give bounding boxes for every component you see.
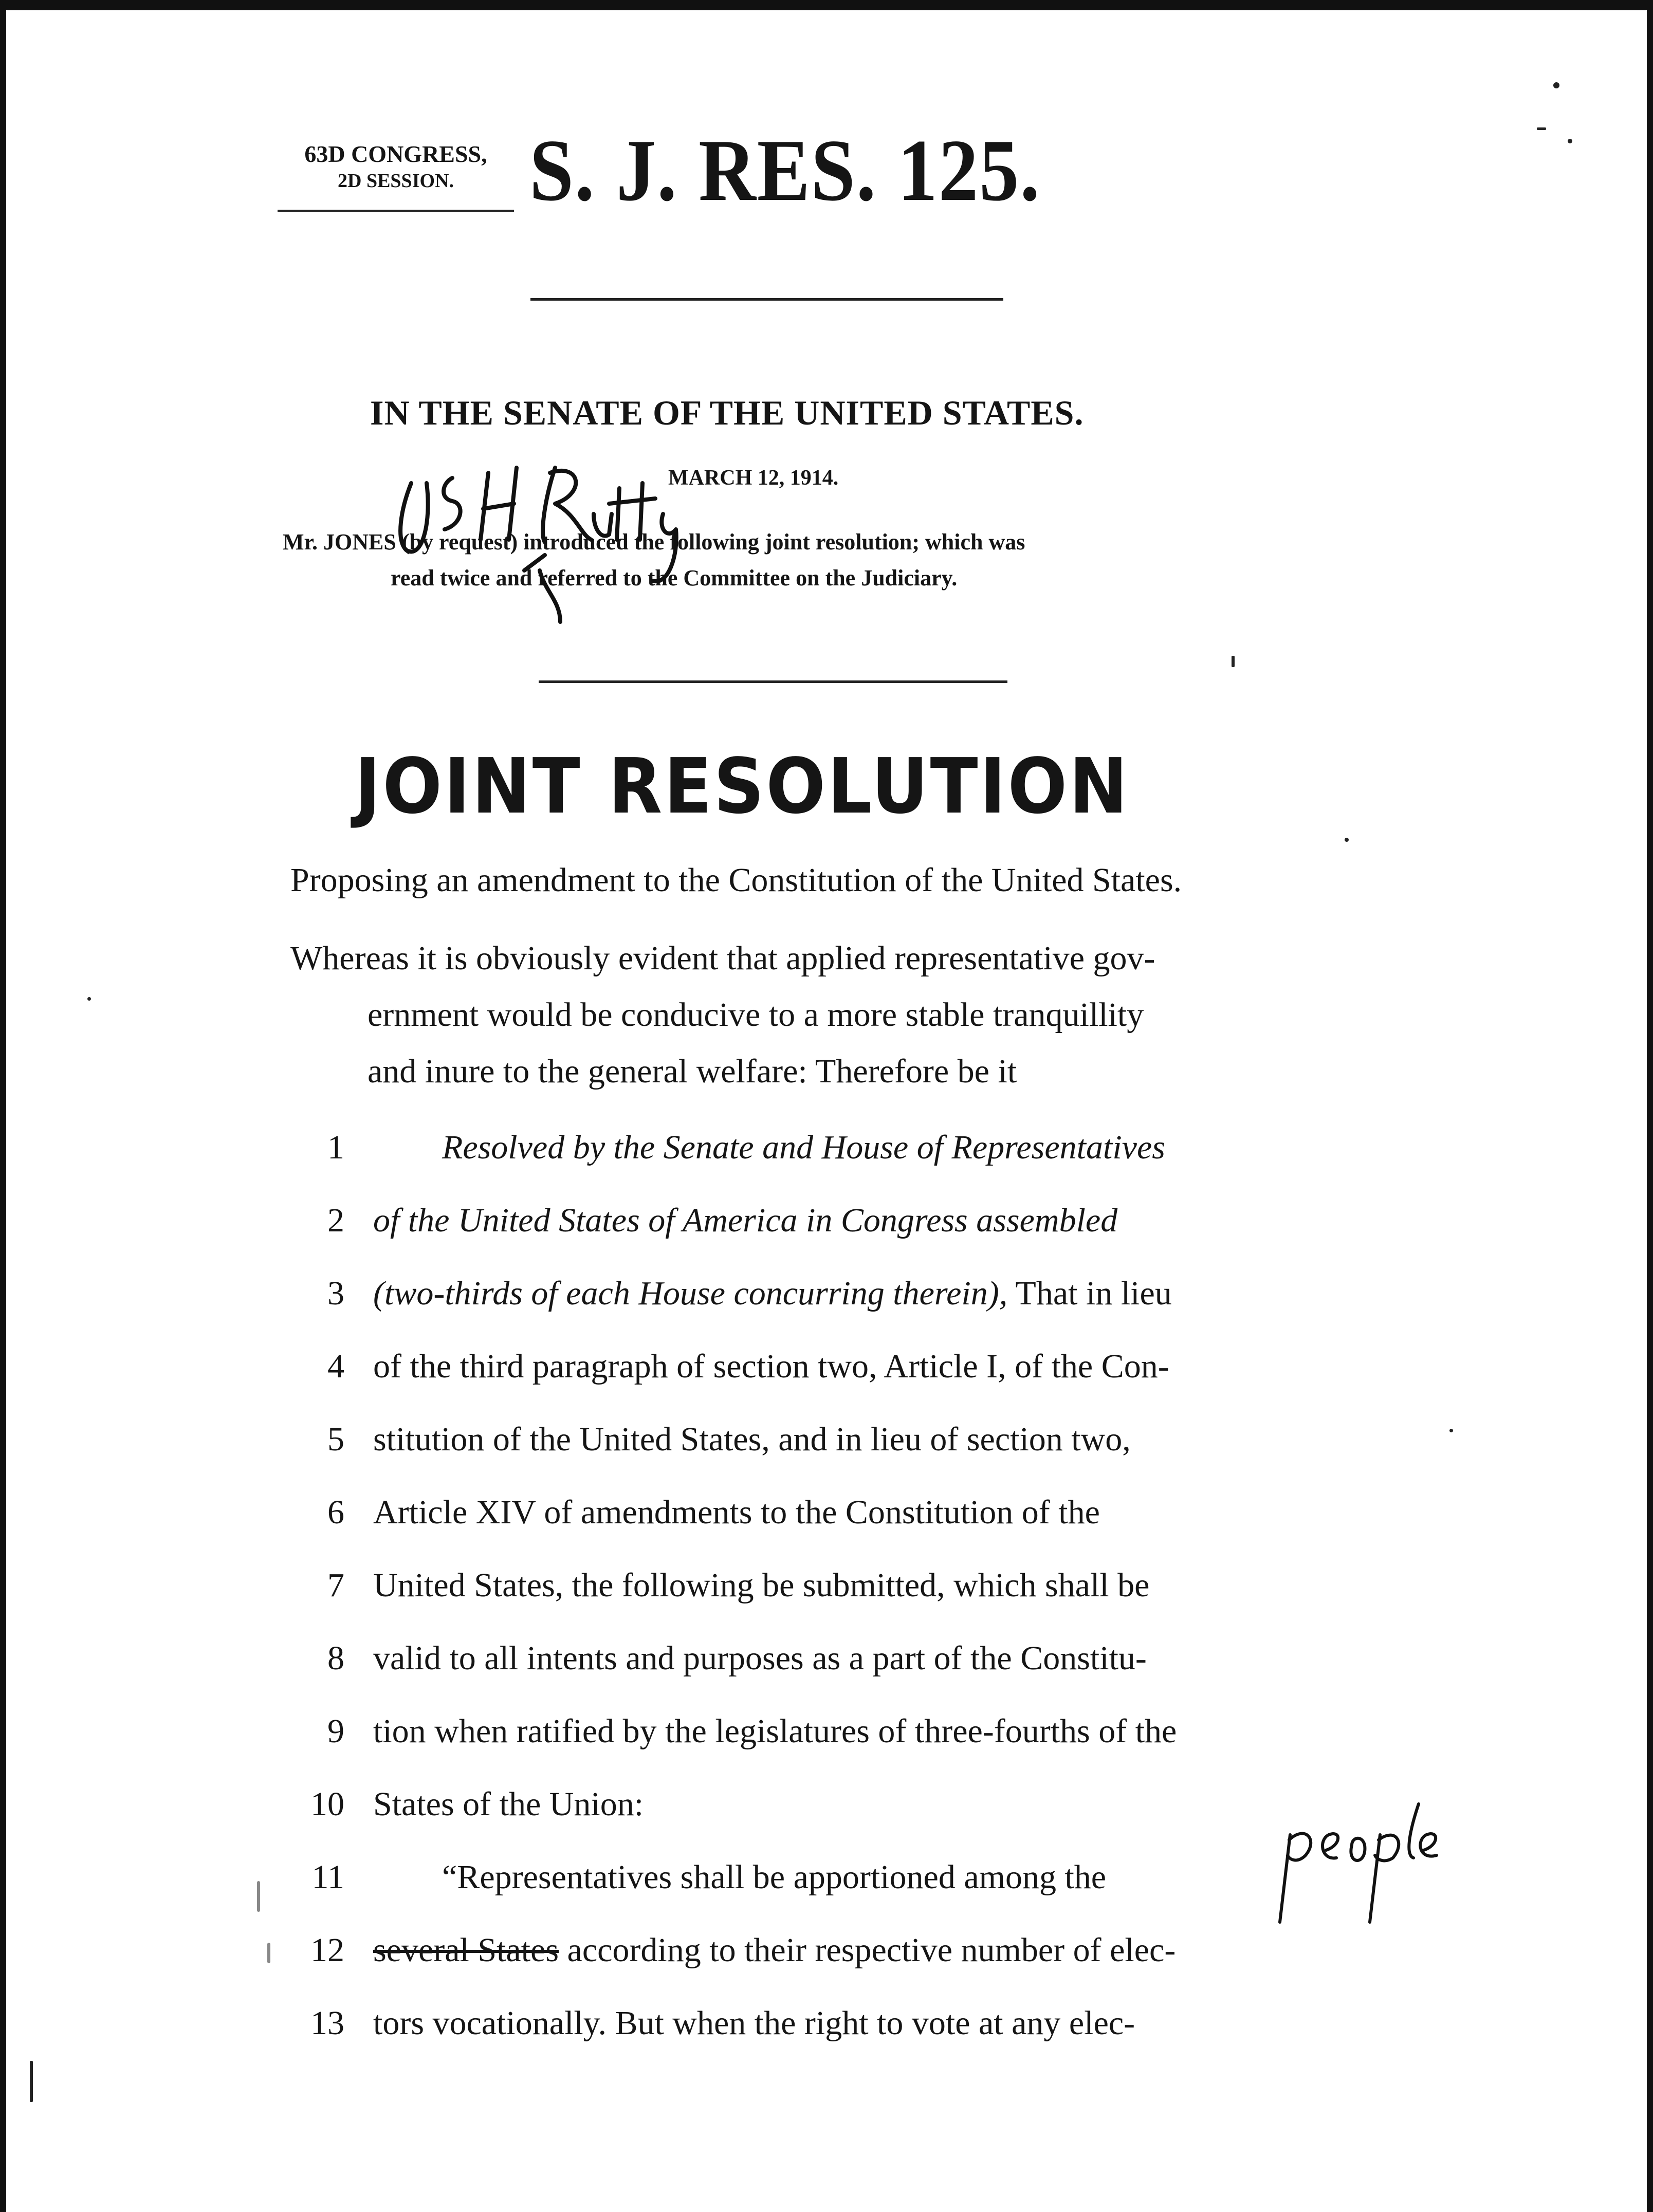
line-number: 12: [310, 1931, 344, 1969]
scan-border-top: [0, 0, 1653, 10]
line-number: 4: [327, 1348, 344, 1385]
document-type-heading: JOINT RESOLUTION: [355, 742, 1130, 831]
scan-speck: [30, 2061, 33, 2102]
whereas-line: and inure to the general welfare: Therefore be it: [368, 1053, 1017, 1090]
bill-line: [288, 1636, 1295, 1709]
line-number: 7: [327, 1566, 344, 1604]
bill-line: [288, 1782, 1295, 1855]
struck-through-text: several States: [373, 1931, 559, 1969]
scan-speck: [257, 1881, 260, 1912]
handwritten-signature: [391, 452, 678, 637]
introduction-line: Mr. JONES (by request) introduced the following joint resolution; which was: [283, 529, 1025, 555]
line-text: “Representatives shall be apportioned among the: [442, 1858, 1107, 1896]
line-text-continuation: That in lieu: [1007, 1275, 1172, 1312]
line-number: 1: [327, 1129, 344, 1166]
numbered-bill-text: [288, 1126, 1295, 2074]
whereas-line: ernment would be conducive to a more stable tranquillity: [368, 996, 1144, 1034]
scan-speck: [267, 1943, 270, 1963]
bill-line: [288, 1344, 1295, 1417]
line-number: 10: [310, 1785, 344, 1823]
line-number: 3: [327, 1275, 344, 1312]
bill-line: [288, 1709, 1295, 1782]
line-text: [373, 1928, 1176, 1973]
bill-number: S. J. RES. 125.: [529, 122, 1041, 219]
header-rule: [278, 210, 514, 212]
line-text: valid to all intents and purposes as a part of the Constitu-: [373, 1639, 1147, 1677]
scan-speck: [1345, 838, 1349, 842]
line-number: 6: [327, 1494, 344, 1531]
line-text: United States, the following be submitted, which shall be: [373, 1566, 1150, 1604]
scan-speck: [1568, 139, 1572, 143]
bill-line: [288, 1563, 1295, 1636]
introduction-line: read twice and referred to the Committee on the Judiciary.: [391, 565, 958, 591]
bill-line: [288, 1490, 1295, 1563]
line-text: of the third paragraph of section two, Article I, of the Con-: [373, 1348, 1169, 1385]
purpose-line: Proposing an amendment to the Constitution of the United States.: [290, 861, 1182, 899]
line-number: 2: [327, 1202, 344, 1239]
divider-rule: [530, 298, 1003, 301]
line-number: 11: [311, 1858, 344, 1896]
bill-line: [288, 1855, 1295, 1928]
line-text: tors vocationally. But when the right to vote at any elec-: [373, 2004, 1135, 2042]
bill-line: [288, 1271, 1295, 1344]
divider-rule: [539, 680, 1007, 683]
scan-border-left: [0, 0, 6, 2212]
scan-speck: [87, 997, 91, 1001]
chamber-heading: IN THE SENATE OF THE UNITED STATES.: [370, 393, 1084, 432]
italic-clause: (two-thirds of each House concurring therein),: [373, 1275, 1008, 1312]
bill-line: [288, 1199, 1295, 1271]
handwritten-margin-note: [1270, 1794, 1455, 1927]
line-text: States of the Union:: [373, 1785, 644, 1823]
scan-speck: [1553, 82, 1559, 88]
bill-line: [288, 1928, 1295, 2001]
line-number: 5: [327, 1421, 344, 1458]
line-text: of the United States of America in Congress assembled: [373, 1202, 1118, 1239]
line-text: tion when ratified by the legislatures of three-fourths of the: [373, 1712, 1177, 1750]
line-text: stitution of the United States, and in lieu of section two,: [373, 1421, 1131, 1458]
line-text-continuation: according to their respective number of elec-: [559, 1931, 1176, 1969]
whereas-clause: [290, 930, 1277, 1100]
congress-label: 63D CONGRESS,: [304, 141, 487, 167]
bill-line: [288, 1126, 1295, 1199]
introduction-date: MARCH 12, 1914.: [668, 466, 839, 490]
line-text: [373, 1271, 1172, 1316]
line-number: 8: [327, 1639, 344, 1677]
line-text: Resolved by the Senate and House of Representatives: [442, 1129, 1165, 1166]
scan-speck: [1537, 127, 1546, 130]
scan-speck: [1232, 656, 1235, 667]
line-text: Article XIV of amendments to the Constitution of the: [373, 1494, 1100, 1531]
line-number: 13: [310, 2004, 344, 2042]
line-number: 9: [327, 1712, 344, 1750]
scan-border-right: [1647, 0, 1653, 2212]
scan-speck: [1449, 1429, 1453, 1432]
whereas-line: Whereas it is obviously evident that applied representative gov-: [290, 939, 1155, 977]
congress-session-block: [278, 140, 514, 193]
bill-line: [288, 1417, 1295, 1490]
bill-line: [288, 2001, 1295, 2074]
session-label: 2D SESSION.: [338, 170, 454, 192]
